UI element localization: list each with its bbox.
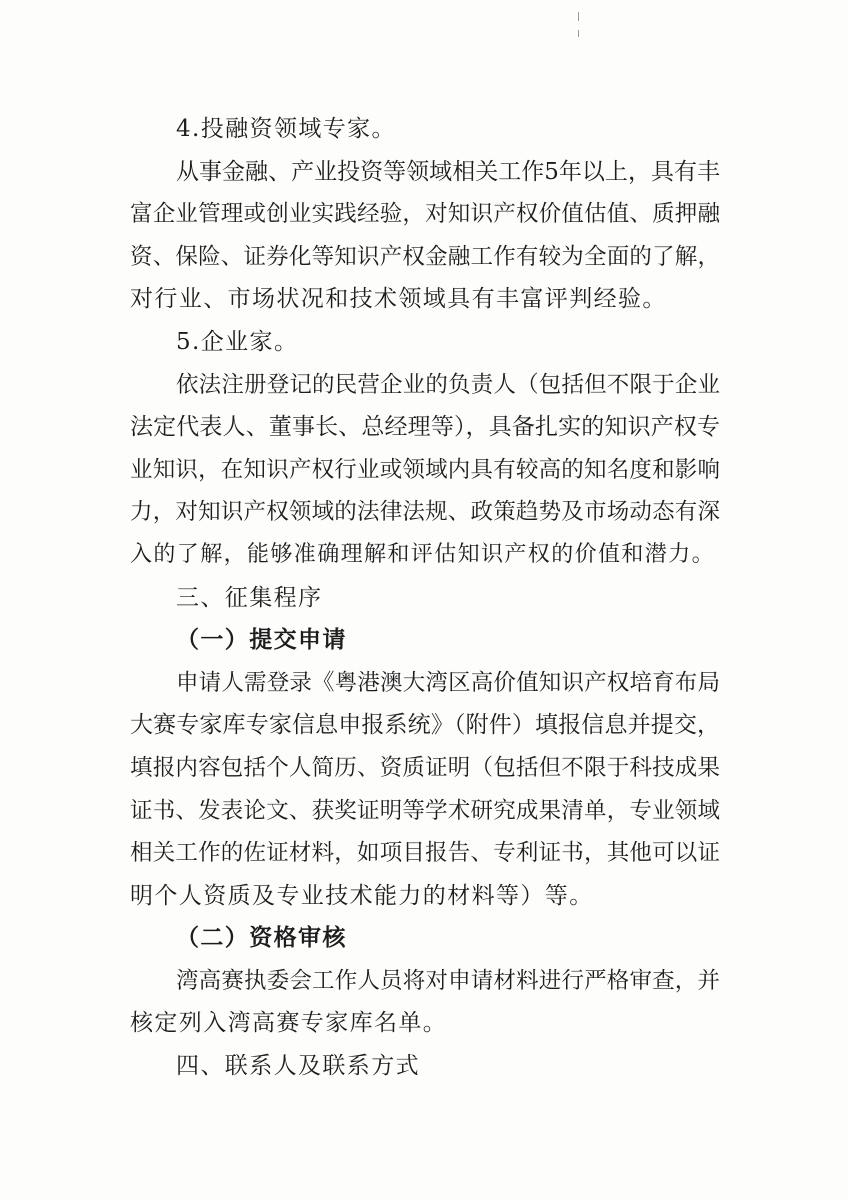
- paragraph-line: 富企业管理或创业实践经验，对知识产权价值估值、质押融: [130, 201, 720, 228]
- paragraph-line: 入的了解，能够准确理解和评估知识产权的价值和潜力。: [130, 541, 716, 567]
- paragraph-line: 大赛专家库专家信息申报系统》（附件）填报信息并提交，: [130, 712, 720, 739]
- paragraph-line: 依法注册登记的民营企业的负责人（包括但不限于企业: [176, 371, 720, 398]
- section-heading: 四、联系人及联系方式: [176, 1053, 420, 1080]
- scan-mark: [578, 12, 579, 21]
- paragraph-line: 对行业、市场状况和技术领域具有丰富评判经验。: [130, 286, 667, 313]
- paragraph-line: 核定列入湾高赛专家库名单。: [130, 1010, 448, 1037]
- paragraph-line: 相关工作的佐证材料，如项目报告、专利证书，其他可以证: [130, 840, 720, 867]
- document-body: [130, 108, 720, 1088]
- paragraph-line: 法定代表人、董事长、总经理等），具备扎实的知识产权专: [130, 414, 720, 441]
- subsection-heading: （一）提交申请: [176, 627, 347, 654]
- section-item-title: 5.企业家。: [176, 328, 299, 355]
- paragraph-line: 业知识，在知识产权行业或领域内具有较高的知名度和影响: [130, 456, 720, 483]
- paragraph-line: 从事金融、产业投资等领域相关工作5年以上，具有丰: [176, 158, 720, 185]
- paragraph-line: 申请人需登录《粤港澳大湾区高价值知识产权培育布局: [176, 669, 720, 696]
- section-item-title: 4.投融资领域专家。: [176, 116, 396, 142]
- paragraph-line: 填报内容包括个人简历、资质证明（包括但不限于科技成果: [130, 754, 720, 781]
- subsection-heading: （二）资格审核: [176, 925, 347, 952]
- paragraph-line: 湾高赛执委会工作人员将对申请材料进行严格审查，并: [176, 967, 720, 994]
- paragraph-line: 力，对知识产权领域的法律法规、政策趋势及市场动态有深: [130, 499, 720, 526]
- scan-mark: [578, 30, 579, 37]
- paragraph-line: 资、保险、证券化等知识产权金融工作有较为全面的了解，: [130, 243, 720, 270]
- section-heading: 三、征集程序: [176, 584, 323, 611]
- paragraph-line: 证书、发表论文、获奖证明等学术研究成果清单，专业领域: [130, 797, 720, 824]
- paragraph-line: 明个人资质及专业技术能力的材料等）等。: [130, 882, 594, 909]
